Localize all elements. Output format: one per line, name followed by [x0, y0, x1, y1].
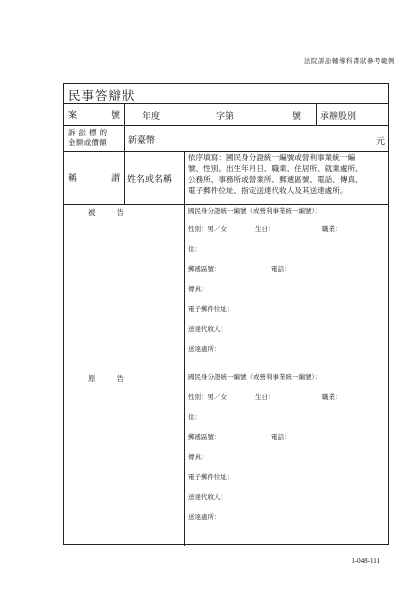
plaintiff-job-field: 職業：: [322, 393, 342, 401]
defendant-gender-field: 性別：男／女: [188, 225, 227, 233]
answer-form: [63, 83, 389, 545]
division-label: 承辦股別: [320, 112, 357, 122]
claim-amount-label: 訴 訟 標 的 金額或價額: [68, 128, 108, 147]
defendant-phone-field: 電話：: [271, 265, 291, 273]
plaintiff-fax-field: 傳真：: [188, 453, 208, 461]
defendant-agent-field: 送達代收人：: [188, 325, 227, 333]
col-divider: [184, 151, 185, 546]
form-title: 民事答辯狀: [68, 88, 136, 103]
defendant-address-field: 住：: [188, 245, 201, 253]
case-char-label: 字第: [216, 112, 235, 122]
case-num-label: 號: [292, 112, 302, 122]
row-divider: [64, 125, 388, 126]
col-divider: [124, 103, 125, 204]
defendant-fax-field: 傳真：: [188, 285, 208, 293]
amount-unit: 元: [376, 137, 386, 147]
defendant-email-field: 電子郵件位址：: [188, 305, 234, 313]
case-number-label: 案 號: [68, 110, 120, 121]
defendant-service-field: 送達處所：: [188, 345, 221, 353]
header-note: 法院訴訟輔導科書狀參考範例: [304, 57, 395, 65]
plaintiff-id-field: 國民身分證統一編號（或營利事業統一編號）：: [188, 373, 322, 381]
defendant-job-field: 職業：: [322, 225, 342, 233]
defendant-label: 被 告: [88, 207, 124, 217]
defendant-birth-field: 生日：: [255, 225, 275, 233]
plaintiff-label: 原 告: [88, 373, 124, 383]
plaintiff-phone-field: 電話：: [271, 433, 291, 441]
fill-instructions: 依序填寫：國民身分證統一編號或營利事業統一編 號、性別、出生年月日、職業、住居所、就業處所、 公務所、事務所或營業所、郵遞區號、電話、傳真、 電子郵件位址、指定送達代收人及其送達處所。: [188, 153, 363, 195]
plaintiff-birth-field: 生日：: [255, 393, 275, 401]
col-divider: [316, 103, 317, 125]
title-label: 稱 謂: [68, 174, 120, 184]
plaintiff-email-field: 電子郵件位址：: [188, 473, 234, 481]
name-sublabel: 姓名或名稱: [127, 175, 173, 185]
form-code: 1-048-111: [351, 557, 380, 565]
currency-label: 新臺幣: [128, 136, 156, 146]
plaintiff-address-field: 住：: [188, 413, 201, 421]
case-year-label: 年度: [142, 112, 161, 122]
defendant-postal-field: 郵遞區號：: [188, 265, 221, 273]
defendant-id-field: 國民身分證統一編號（或營利事業統一編號）：: [188, 207, 322, 215]
plaintiff-agent-field: 送達代收人：: [188, 493, 227, 501]
plaintiff-postal-field: 郵遞區號：: [188, 433, 221, 441]
plaintiff-gender-field: 性別：男／女: [188, 393, 227, 401]
row-divider: [64, 204, 388, 205]
plaintiff-service-field: 送達處所：: [188, 513, 221, 521]
